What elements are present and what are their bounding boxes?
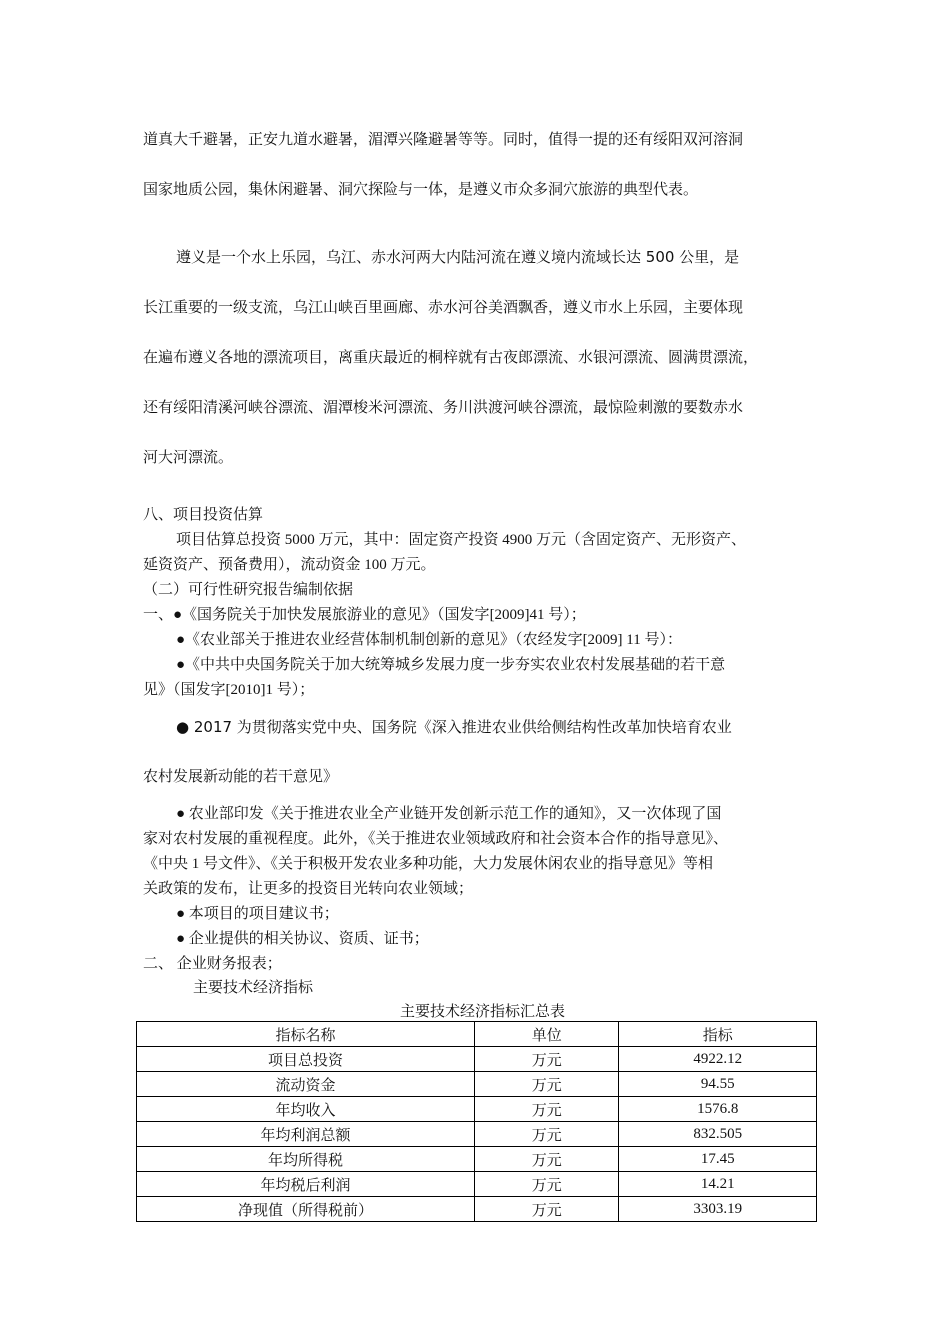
column-header: 指标名称 (137, 1022, 475, 1047)
list-item: ● 农业部印发《关于推进农业全产业链开发创新示范工作的通知》，又一次体现了国 (176, 806, 722, 822)
list-item: 二、 企业财务报表； (143, 956, 282, 972)
paragraph-line: 道真大千避暑，正安九道水避暑，湄潭兴隆避暑等等。同时，值得一提的还有绥阳双河溶洞 (143, 130, 744, 148)
table-row (137, 1197, 817, 1222)
table-row (137, 1122, 817, 1147)
indicator-name: 项目总投资 (137, 1047, 475, 1072)
indicator-value: 94.55 (619, 1072, 817, 1097)
paragraph-line: 国家地质公园，集休闲避暑、洞穴探险与一体，是遵义市众多洞穴旅游的典型代表。 (143, 180, 699, 198)
indicator-name: 年均税后利润 (137, 1172, 475, 1197)
paragraph-line: 在遍布遵义各地的漂流项目，离重庆最近的桐梓就有古夜郎漂流、水银河漂流、圆满贯漂流， (143, 348, 759, 366)
indicator-name: 流动资金 (137, 1072, 475, 1097)
indicator-value: 4922.12 (619, 1047, 817, 1072)
table-row (137, 1072, 817, 1097)
indicator-unit: 万元 (474, 1122, 619, 1147)
section-heading: 八、项目投资估算 (143, 507, 264, 523)
indicator-name: 年均收入 (137, 1097, 475, 1122)
list-item: ●《农业部关于推进农业经营体制机制创新的意见》（农经发字[2009] 11 号）： (176, 632, 682, 648)
indicator-name: 净现值（所得税前） (137, 1197, 475, 1222)
paragraph-line: 遵义是一个水上乐园，乌江、赤水河两大内陆河流在遵义境内流域长达 500 公里，是 (176, 248, 740, 266)
paragraph-line: 河大河漂流。 (143, 448, 234, 466)
indicator-unit: 万元 (474, 1147, 619, 1172)
paragraph-line: 家对农村发展的重视程度。此外，《关于推进农业领域政府和社会资本合作的指导意见》、 (143, 831, 729, 847)
indicator-unit: 万元 (474, 1172, 619, 1197)
list-item: 一、●《国务院关于加快发展旅游业的意见》（国发字[2009]41 号）； (143, 607, 586, 623)
column-header: 单位 (474, 1022, 619, 1047)
indicator-value: 3303.19 (619, 1197, 817, 1222)
list-item: ● 企业提供的相关协议、资质、证书； (176, 931, 429, 947)
table-row (137, 1147, 817, 1172)
paragraph-line: 关政策的发布，让更多的投资目光转向农业领域； (143, 881, 474, 897)
indicator-name: 年均所得税 (137, 1147, 475, 1172)
indicator-unit: 万元 (474, 1097, 619, 1122)
indicator-name: 年均利润总额 (137, 1122, 475, 1147)
table-header-row (137, 1022, 817, 1047)
table-row (137, 1172, 817, 1197)
table-caption: 主要技术经济指标汇总表 (400, 1004, 566, 1020)
indicator-value: 17.45 (619, 1147, 817, 1172)
indicator-unit: 万元 (474, 1047, 619, 1072)
section-heading: （二）可行性研究报告编制依据 (143, 582, 354, 598)
paragraph-line: 延资资产、预备费用），流动资金 100 万元。 (143, 557, 436, 573)
sub-heading: 主要技术经济指标 (193, 980, 314, 996)
indicator-value: 14.21 (619, 1172, 817, 1197)
indicator-unit: 万元 (474, 1197, 619, 1222)
indicator-unit: 万元 (474, 1072, 619, 1097)
table-row (137, 1097, 817, 1122)
paragraph-line: 《中央 1 号文件》、《关于积极开发农业多种功能，大力发展休闲农业的指导意见》等相 (143, 856, 714, 872)
indicator-value: 1576.8 (619, 1097, 817, 1122)
paragraph-line: 长江重要的一级支流，乌江山峡百里画廊、赤水河谷美酒飘香，遵义市水上乐园，主要体现 (143, 298, 744, 316)
list-item: ● 2017 为贯彻落实党中央、国务院《深入推进农业供给侧结构性改革加快培育农业 (176, 718, 732, 736)
paragraph-line: 还有绥阳清溪河峡谷漂流、湄潭梭米河漂流、务川洪渡河峡谷漂流，最惊险刺激的要数赤水 (143, 398, 744, 416)
indicator-table (136, 1021, 817, 1222)
list-item: 见》（国发字[2010]1 号）； (143, 682, 315, 698)
list-item: ● 本项目的项目建议书； (176, 906, 339, 922)
list-item: 农村发展新动能的若干意见》 (143, 767, 339, 785)
table-row (137, 1047, 817, 1072)
paragraph-line: 项目估算总投资 5000 万元，其中：固定资产投资 4900 万元（含固定资产、无形资产、 (176, 532, 747, 548)
column-header: 指标 (619, 1022, 817, 1047)
list-item: ●《中共中央国务院关于加大统筹城乡发展力度一步夯实农业农村发展基础的若干意 (176, 657, 726, 673)
indicator-value: 832.505 (619, 1122, 817, 1147)
